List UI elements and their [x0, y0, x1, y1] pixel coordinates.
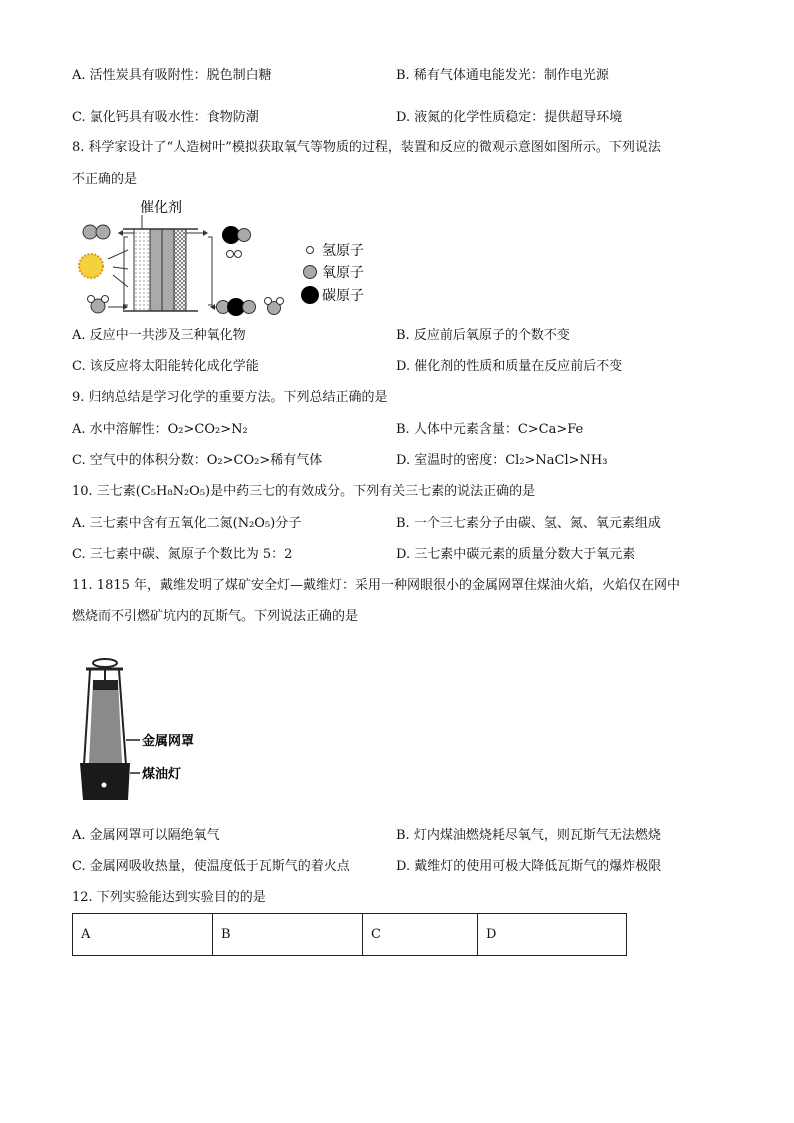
q10-option-a: A. 三七素中含有五氧化二氮(N₂O₅)分子	[72, 516, 302, 531]
q8-option-d: D. 催化剂的性质和质量在反应前后不变	[396, 359, 623, 374]
q8-option-a: A. 反应中一共涉及三种氧化物	[72, 328, 246, 343]
legend-hydrogen: 氢原子	[322, 243, 364, 259]
q11-option-b: B. 灯内煤油燃烧耗尽氧气，则瓦斯气无法燃烧	[396, 828, 661, 843]
q7-option-a: A. 活性炭具有吸附性：脱色制白糖	[72, 68, 272, 83]
legend-oxygen: 氧原子	[322, 265, 364, 281]
q12-stem: 12. 下列实验能达到实验目的的是	[72, 890, 266, 905]
q12-col-d: D	[478, 914, 627, 956]
q7-option-d: D. 液氮的化学性质稳定：提供超导环境	[396, 110, 623, 125]
q12-col-b: B	[213, 914, 363, 956]
q12-table	[72, 913, 627, 956]
q9-stem: 9. 归纳总结是学习化学的重要方法。下列总结正确的是	[72, 390, 388, 405]
q10-option-b: B. 一个三七素分子由碳、氢、氮、氧元素组成	[396, 516, 661, 531]
q9-option-a: A. 水中溶解性：O₂>CO₂>N₂	[72, 422, 248, 437]
q7-option-b: B. 稀有气体通电能发光：制作电光源	[396, 68, 609, 83]
q8-option-c: C. 该反应将太阳能转化成化学能	[72, 359, 259, 374]
q8-stem-line1: 8. 科学家设计了“人造树叶”模拟获取氧气等物质的过程，装置和反应的微观示意图如图所示。下列说法	[72, 140, 661, 155]
q12-col-c: C	[363, 914, 478, 956]
label-oil-lamp: 煤油灯	[142, 767, 182, 782]
q12-col-a: A	[73, 914, 213, 956]
q11-stem-line2: 燃烧而不引燃矿坑内的瓦斯气。下列说法正确的是	[72, 609, 359, 624]
carbon-atom-icon	[301, 286, 319, 304]
artificial-leaf-diagram	[78, 195, 398, 320]
q9-option-c: C. 空气中的体积分数：O₂>CO₂>稀有气体	[72, 453, 323, 468]
q10-option-d: D. 三七素中碳元素的质量分数大于氧元素	[396, 547, 636, 562]
q8-option-b: B. 反应前后氧原子的个数不变	[396, 328, 570, 343]
q11-stem-line1: 11. 1815 年，戴维发明了煤矿安全灯—戴维灯：采用一种网眼很小的金属网罩住煤油火焰，火焰仅在网中	[72, 578, 681, 593]
catalyst-label: 催化剂	[140, 200, 182, 216]
q11-option-a: A. 金属网罩可以隔绝氧气	[72, 828, 220, 843]
davy-lamp-figure	[80, 655, 240, 805]
label-metal-mesh: 金属网罩	[142, 734, 195, 749]
q9-option-b: B. 人体中元素含量：C>Ca>Fe	[396, 422, 584, 437]
q10-option-c: C. 三七素中碳、氮原子个数比为 5：2	[72, 547, 293, 562]
oxygen-atom-icon	[304, 266, 317, 279]
q9-option-d: D. 室温时的密度：Cl₂>NaCl>NH₃	[396, 453, 608, 468]
q11-option-c: C. 金属网吸收热量，使温度低于瓦斯气的着火点	[72, 859, 350, 874]
q7-option-c: C. 氯化钙具有吸水性：食物防潮	[72, 110, 259, 125]
q10-stem: 10. 三七素(C₅H₈N₂O₅)是中药三七的有效成分。下列有关三七素的说法正确的是	[72, 484, 536, 499]
hydrogen-atom-icon	[307, 247, 314, 254]
q11-option-d: D. 戴维灯的使用可极大降低瓦斯气的爆炸极限	[396, 859, 662, 874]
legend-carbon: 碳原子	[322, 288, 364, 304]
q8-stem-line2: 不正确的是	[72, 172, 138, 187]
